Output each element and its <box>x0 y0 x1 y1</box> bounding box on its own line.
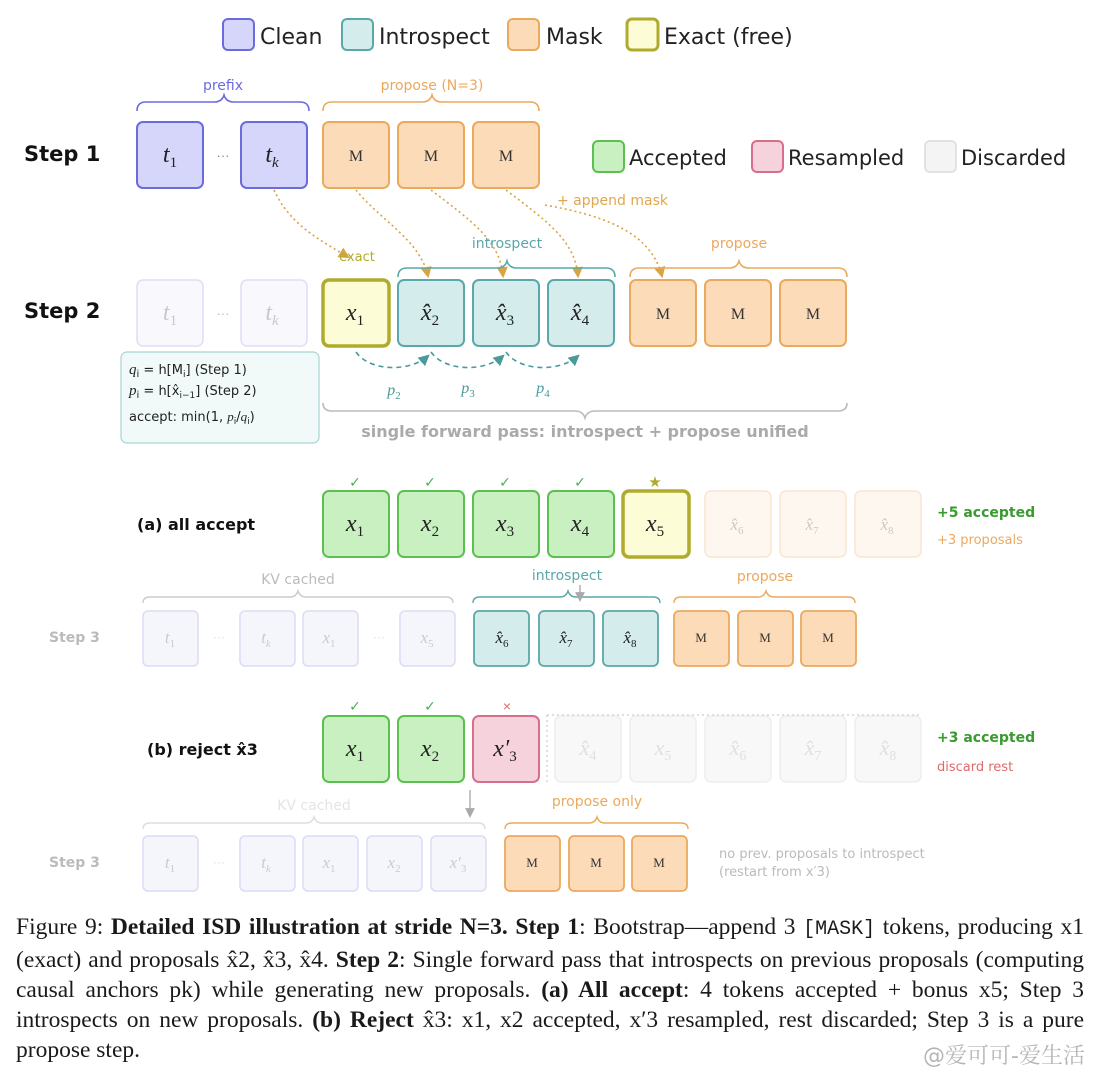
mask-token <box>630 280 696 346</box>
caption-b-text: x̂3: x1, x2 accepted, x′3 resampled, rest discarded; Step 3 is a pure propose step. <box>16 1007 1085 1063</box>
legend-label: Exact (free) <box>664 25 793 50</box>
svg-text:M: M <box>590 855 602 870</box>
svg-text:···: ··· <box>373 630 385 644</box>
svg-text:x̂7: $x̂_7$ <box>804 735 822 764</box>
svg-text:x̂6: $x̂_6$ <box>729 735 747 764</box>
forward-pass-brace <box>323 403 847 418</box>
svg-text:t1: $t_1$ <box>164 628 176 650</box>
accept-check: ✓ <box>499 474 511 490</box>
svg-text:M: M <box>423 148 439 165</box>
step1-title: Step 1 <box>24 142 101 166</box>
token-x4-hat <box>548 280 614 346</box>
case-b-title: (b) reject x̂3 <box>147 740 258 759</box>
caption-title: Detailed ISD illustration at stride N=3. <box>110 914 508 940</box>
accepted-count: +3 accepted <box>937 730 1036 746</box>
propose-brace <box>674 591 855 603</box>
case-a-step3 <box>49 568 856 666</box>
introspect-brace <box>398 261 615 277</box>
caption-label: Figure 9: <box>16 914 104 940</box>
token-x1-accepted <box>323 491 389 557</box>
discarded-tokens <box>555 716 921 782</box>
anchor-p3: $p_3$ <box>461 380 475 400</box>
svg-text:M: M <box>498 148 514 165</box>
svg-text:x4: $x_4$ <box>570 511 590 540</box>
token-x3-hat <box>473 280 539 346</box>
ellipsis: ··· <box>216 306 230 321</box>
token-tk <box>241 122 307 188</box>
svg-text:···: ··· <box>213 630 225 644</box>
token-x1-accepted <box>323 716 389 782</box>
restart-note: (restart from x′3) <box>719 865 830 880</box>
propose-only-label: propose only <box>551 794 643 810</box>
propose-masks <box>505 836 687 891</box>
svg-text:t1: $t_1$ <box>162 300 178 329</box>
token-x2-accepted <box>398 491 464 557</box>
svg-text:M: M <box>730 306 746 323</box>
introspect-tokens <box>474 611 658 666</box>
svg-text:t1: $t_1$ <box>162 142 178 171</box>
caption-step2-text: : Single forward pass that introspects on previous proposals (computing causal anchors pk) while generating new proposals. <box>16 947 1084 1003</box>
token-x8-hat-new <box>855 491 921 557</box>
caption-a-label: (a) All accept <box>541 977 683 1003</box>
svg-text:M: M <box>822 630 834 645</box>
anchor-arrows <box>356 352 578 368</box>
svg-text:M: M <box>655 306 671 323</box>
anchor-p4: $p_4$ <box>536 380 550 400</box>
step2-title: Step 2 <box>24 299 101 323</box>
step1 <box>24 78 669 209</box>
svg-text:x5: $x_5$ <box>645 511 665 540</box>
token-x6-hat-new <box>705 491 771 557</box>
prefix-brace <box>137 95 309 111</box>
mask-token <box>323 122 389 188</box>
svg-text:x2: $x_2$ <box>387 853 401 875</box>
svg-text:M: M <box>348 148 364 165</box>
propose-label: propose <box>736 569 794 585</box>
legend-mask <box>508 19 603 50</box>
discard-note: discard rest <box>937 760 1014 775</box>
token-x1-exact <box>323 280 389 346</box>
legend-clean <box>223 19 322 50</box>
svg-text:x̂6: $x̂_6$ <box>730 515 744 537</box>
svg-text:···: ··· <box>213 855 225 869</box>
svg-text:x̂7: $x̂_7$ <box>805 515 819 537</box>
svg-text:x̂6: $x̂_6$ <box>495 628 509 650</box>
token-t1-faded <box>137 280 203 346</box>
prefix-label: prefix <box>202 78 244 94</box>
bonus-star-icon: ★ <box>648 474 662 491</box>
token-x3-resampled <box>473 716 539 782</box>
caption-step2-label: Step 2 <box>335 947 400 973</box>
accepted-count: +5 accepted <box>937 505 1036 521</box>
legend-label: Mask <box>546 25 603 50</box>
svg-text:x5: $x_5$ <box>654 735 672 764</box>
legend-label: Introspect <box>379 25 490 50</box>
mask-token <box>705 280 771 346</box>
step3-title: Step 3 <box>49 630 100 646</box>
token-x2-hat <box>398 280 464 346</box>
propose-brace <box>505 817 688 829</box>
append-mask-note: + append mask <box>557 193 668 209</box>
svg-text:x̂7: $x̂_7$ <box>559 628 573 650</box>
svg-text:tk: $t_k$ <box>265 142 279 171</box>
token-x2-accepted <box>398 716 464 782</box>
forward-pass-label: single forward pass: introspect + propose unified <box>361 422 809 441</box>
svg-text:tk: $t_k$ <box>265 300 279 329</box>
svg-text:x2: $x_2$ <box>420 736 440 765</box>
formula-q: $q_i = h[M_i]$ (Step 1) <box>129 362 247 380</box>
anchor-p2: $p_2$ <box>387 382 401 402</box>
svg-text:M: M <box>805 306 821 323</box>
mask-token <box>473 122 539 188</box>
legend-label: Clean <box>260 25 323 50</box>
cached-tokens <box>143 611 455 666</box>
no-prev-note: no prev. proposals to introspect <box>719 847 925 862</box>
svg-text:t1: $t_1$ <box>164 853 176 875</box>
propose-brace <box>323 95 539 111</box>
propose-brace <box>630 261 847 277</box>
caption-b-label: (b) Reject <box>312 1007 414 1033</box>
token-x4-accepted <box>548 491 614 557</box>
kv-brace <box>143 817 485 829</box>
svg-text:x5: $x_5$ <box>420 628 434 650</box>
introspect-label: introspect <box>531 568 603 584</box>
propose-masks <box>674 611 856 666</box>
legend-label: Accepted <box>629 146 727 170</box>
token-x3-accepted <box>473 491 539 557</box>
legend-introspect <box>342 19 490 50</box>
svg-text:x1: $x_1$ <box>322 853 336 875</box>
legend <box>223 19 793 50</box>
mask-token <box>398 122 464 188</box>
case-b-reject <box>147 698 1035 783</box>
propose-label: propose <box>710 236 768 252</box>
accept-check: ✓ <box>574 474 586 490</box>
formula-accept: accept: min(1, $p_i/q_i$) <box>129 409 255 427</box>
kv-brace <box>143 591 453 603</box>
svg-text:x̂8: $x̂_8$ <box>623 628 637 650</box>
legend-discarded <box>925 141 1066 172</box>
svg-text:x̂8: $x̂_8$ <box>880 515 894 537</box>
legend-exact <box>627 19 793 50</box>
svg-text:M: M <box>526 855 538 870</box>
svg-text:x1: $x_1$ <box>322 628 336 650</box>
case-b-step3 <box>49 790 925 891</box>
svg-text:M: M <box>695 630 707 645</box>
svg-text:x̂4: $x̂_4$ <box>570 300 590 329</box>
caption-step1-text-a: : Bootstrap—append 3 <box>579 914 796 940</box>
svg-text:tk: $t_k$ <box>261 628 271 650</box>
mask-token <box>780 280 846 346</box>
token-x7-hat-new <box>780 491 846 557</box>
svg-text:x̂4: $x̂_4$ <box>579 735 597 764</box>
caption-step1-label: Step 1 <box>515 914 580 940</box>
kv-cached-label: KV cached <box>261 572 335 588</box>
propose-label: propose (N=3) <box>380 78 484 94</box>
kv-cached-label: KV cached <box>277 798 351 814</box>
svg-text:tk: $t_k$ <box>261 853 271 875</box>
caption-a-text: : 4 tokens accepted + bonus x5; Step 3 introspects on new proposals. <box>16 977 1084 1033</box>
accept-check: ✓ <box>424 474 436 490</box>
svg-text:x̂3: $x̂_3$ <box>495 300 515 329</box>
watermark: @爱可可-爱生活 <box>923 1044 1085 1069</box>
proposals-count: +3 proposals <box>937 533 1023 548</box>
svg-text:x′3: $x'_3$ <box>449 853 467 875</box>
token-tk-faded <box>241 280 307 346</box>
step2 <box>24 236 847 443</box>
svg-text:x1: $x_1$ <box>345 736 365 765</box>
svg-text:x1: $x_1$ <box>345 300 365 329</box>
svg-text:x′3: $x'_3$ <box>493 736 517 765</box>
svg-text:x2: $x_2$ <box>420 511 440 540</box>
legend-resampled <box>752 141 904 172</box>
svg-text:M: M <box>759 630 771 645</box>
introspect-brace <box>473 591 660 603</box>
token-t1 <box>137 122 203 188</box>
svg-text:x̂8: $x̂_8$ <box>879 735 897 764</box>
introspect-label: introspect <box>471 236 543 252</box>
case-a-all-accept <box>137 474 1035 557</box>
svg-text:x̂2: $x̂_2$ <box>420 300 440 329</box>
case-a-title: (a) all accept <box>137 515 256 534</box>
formula-p: $p_i$ = $h[x̂_{i-1}]$ (Step 2) <box>129 383 257 401</box>
accept-check: ✓ <box>349 698 361 714</box>
legend-accepted <box>593 141 727 172</box>
legend-label: Discarded <box>961 146 1067 170</box>
reject-cross-icon: × <box>502 698 512 714</box>
accept-check: ✓ <box>349 474 361 490</box>
ellipsis: ··· <box>216 148 230 163</box>
svg-text:M: M <box>653 855 665 870</box>
svg-text:x3: $x_3$ <box>495 511 515 540</box>
status-legend <box>593 141 1066 172</box>
exact-label: exact <box>339 250 375 265</box>
caption-mask-token: [MASK] <box>803 918 876 941</box>
cached-tokens <box>143 836 486 891</box>
legend-label: Resampled <box>788 146 905 170</box>
caption-step1-text-b: tokens, producing x1 (exact) and proposals x̂2, x̂3, x̂4. <box>16 914 1085 973</box>
step3-title: Step 3 <box>49 855 100 871</box>
acceptance-formula-box <box>121 352 319 443</box>
accept-check: ✓ <box>424 698 436 714</box>
token-x5-bonus <box>623 491 689 557</box>
svg-text:x1: $x_1$ <box>345 511 365 540</box>
